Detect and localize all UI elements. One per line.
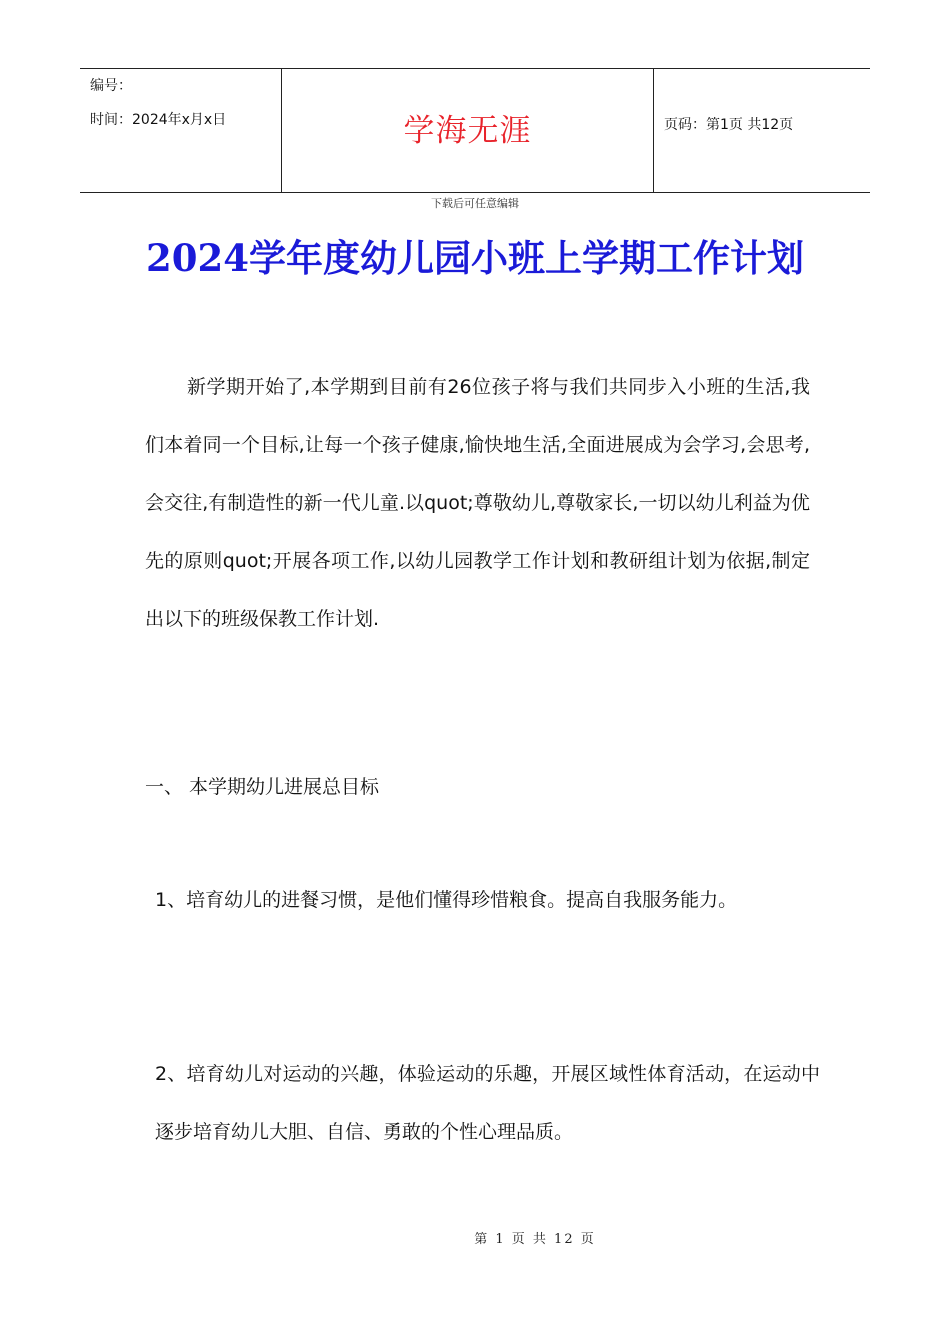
header-middle-cell [281, 69, 654, 192]
goal-item-1: 1、培育幼儿的进餐习惯，是他们懂得珍惜粮食。提高自我服务能力。 [155, 889, 738, 911]
header-right-cell [654, 69, 870, 192]
time-label: 时间：2024年x月x日 [90, 112, 227, 128]
page-info: 页码：第1页 共12页 [664, 117, 794, 133]
edit-note: 下载后可任意编辑 [431, 197, 519, 210]
intro-paragraph: 新学期开始了,本学期到目前有26位孩子将与我们共同步入小班的生活,我们本着同一个目标,让每一个孩子健康,愉快地生活,全面进展成为会学习,会思考,会交往,有制造性的新一代儿童.以quot;尊敬幼儿,尊敬家长,一切以幼儿利益为优先的原则quot;开展各项工作,以幼儿园教学工作计划和教研组计划为依据,制定出以下的班级保教工作计划. [145, 376, 810, 630]
page-footer: 第 1 页 共 12 页 [474, 1232, 596, 1247]
header-left-cell [80, 69, 281, 192]
number-label: 编号： [90, 78, 132, 94]
section-heading: 一、 本学期幼儿进展总目标 [145, 776, 380, 798]
brand-text: 学海无涯 [403, 113, 532, 149]
goal-item-2: 2、培育幼儿对运动的兴趣，体验运动的乐趣，开展区域性体育活动，在运动中逐步培育幼儿大胆、自信、勇敢的个性心理品质。 [155, 1063, 820, 1143]
header-table [80, 68, 870, 193]
document-title: 2024学年度幼儿园小班上学期工作计划 [146, 236, 804, 280]
